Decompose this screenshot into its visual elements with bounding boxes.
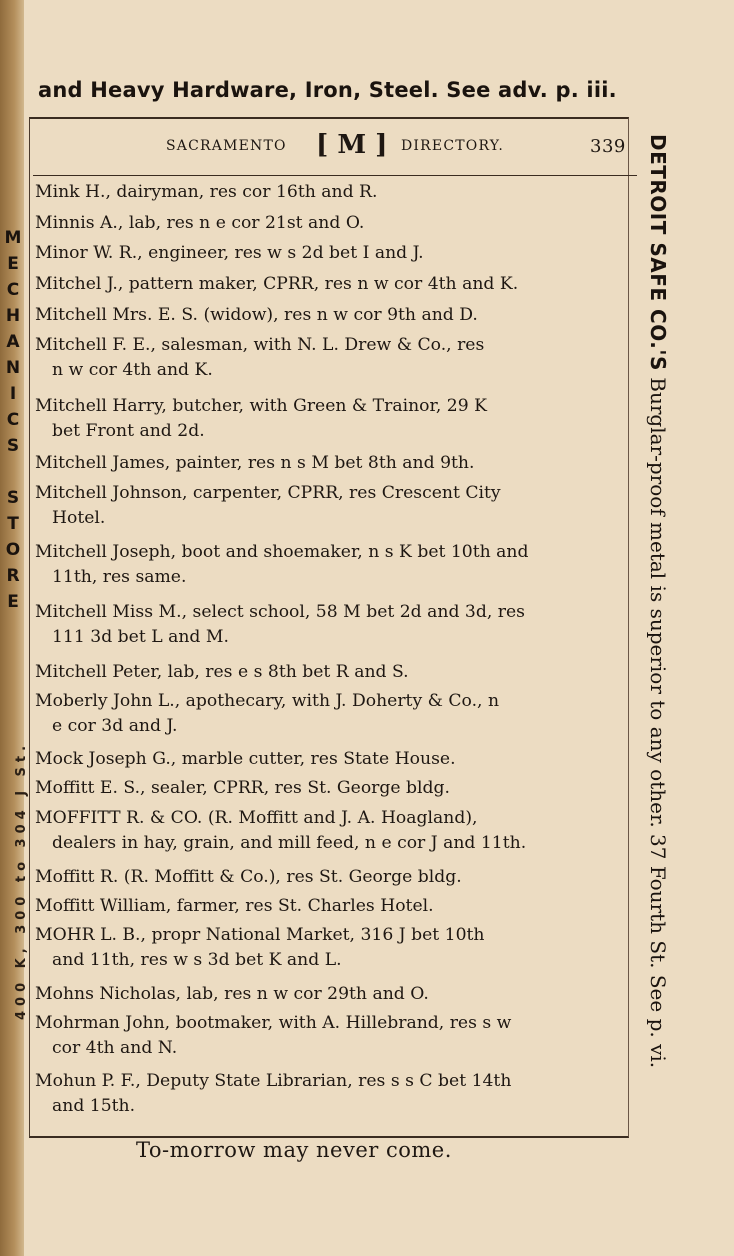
header-letter: [ M ] (316, 130, 388, 160)
entry-continuation: and 15th. (52, 1096, 136, 1116)
directory-entry (35, 540, 625, 590)
directory-entry (35, 865, 625, 890)
entry-line: Mitchell Miss M., select school, 58 M bet 2d and 3d, res (35, 602, 526, 622)
entry-continuation: Hotel. (52, 508, 106, 528)
entry-continuation: 111 3d bet L and M. (52, 627, 229, 647)
top-advert: and Heavy Hardware, Iron, Steel. See adv. p. iii. (38, 78, 617, 102)
left-advert-letter: N (5, 358, 21, 378)
page-number: 339 (590, 136, 626, 157)
left-advert-letter: I (9, 384, 17, 404)
directory-entry (35, 272, 625, 297)
left-margin-advert (2, 225, 24, 615)
entry-line: Moffitt William, farmer, res St. Charles Hotel. (35, 896, 434, 916)
entry-line: Minor W. R., engineer, res w s 2d bet I and J. (35, 243, 424, 263)
entry-line: Moberly John L., apothecary, with J. Doherty & Co., n (35, 691, 500, 711)
directory-entry (35, 303, 625, 328)
entry-continuation: dealers in hay, grain, and mill feed, n e cor J and 11th. (52, 833, 527, 853)
directory-entry (35, 333, 625, 383)
left-advert-letter: O (5, 540, 21, 560)
right-margin-advert (638, 134, 678, 1134)
header-title: DIRECTORY. (401, 138, 505, 154)
entry-continuation: e cor 3d and J. (52, 716, 178, 736)
entry-line: Mock Joseph G., marble cutter, res State House. (35, 749, 456, 769)
entry-line: Mohrman John, bootmaker, with A. Hillebrand, res s w (35, 1013, 512, 1033)
entry-continuation: bet Front and 2d. (52, 421, 205, 441)
entry-line: Mohun P. F., Deputy State Librarian, res s s C bet 14th (35, 1071, 512, 1091)
entry-continuation: n w cor 4th and K. (52, 360, 213, 380)
directory-entry (35, 806, 625, 856)
left-advert-letter: S (6, 436, 20, 456)
entry-continuation: cor 4th and N. (52, 1038, 178, 1058)
directory-entry (35, 211, 625, 236)
directory-entry (35, 747, 625, 772)
entry-line: Moffitt E. S., sealer, CPRR, res St. George bldg. (35, 778, 450, 798)
directory-entry (35, 451, 625, 476)
right-advert-text: Burglar-proof metal is superior to any other. 37 Fourth St. See p. vi. (646, 370, 670, 1069)
left-advert-letter: C (6, 280, 20, 300)
left-advert-letter: H (5, 306, 21, 326)
left-margin-advert-address: 400 K, 300 to 304 J St. (14, 740, 29, 1020)
left-advert-letter: C (6, 410, 20, 430)
entry-line: Mitchell Peter, lab, res e s 8th bet R and S. (35, 662, 409, 682)
header-city: SACRAMENTO (166, 138, 287, 154)
entry-line: MOFFITT R. & CO. (R. Moffitt and J. A. Hoagland), (35, 808, 478, 828)
entry-line: Mitchell Johnson, carpenter, CPRR, res Crescent City (35, 483, 501, 503)
entry-line: MOHR L. B., propr National Market, 316 J bet 10th (35, 925, 485, 945)
entry-line: Minnis A., lab, res n e cor 21st and O. (35, 213, 365, 233)
directory-entry (35, 923, 625, 973)
directory-entry (35, 689, 625, 739)
entry-line: Mitchell James, painter, res n s M bet 8th and 9th. (35, 453, 475, 473)
directory-entry (35, 776, 625, 801)
left-advert-letter: S (6, 488, 20, 508)
right-advert-company: DETROIT SAFE CO.'S (646, 134, 670, 371)
entry-line: Mohns Nicholas, lab, res n w cor 29th and O. (35, 984, 429, 1004)
entry-continuation: and 11th, res w s 3d bet K and L. (52, 950, 342, 970)
directory-entry (35, 481, 625, 531)
entry-line: Moffitt R. (R. Moffitt & Co.), res St. George bldg. (35, 867, 462, 887)
directory-entry (35, 660, 625, 685)
directory-entry (35, 1069, 625, 1119)
directory-entry (35, 180, 625, 205)
bottom-motto: To-morrow may never come. (136, 1138, 452, 1162)
directory-entry (35, 241, 625, 266)
running-header (33, 130, 628, 164)
directory-entry (35, 600, 625, 650)
left-advert-letter: R (6, 566, 20, 586)
directory-entry (35, 982, 625, 1007)
header-rule (33, 175, 637, 176)
left-advert-letter: T (7, 514, 19, 534)
entry-continuation: 11th, res same. (52, 567, 187, 587)
left-advert-letter (2, 459, 24, 485)
entry-line: Mitchell Joseph, boot and shoemaker, n s K bet 10th and (35, 542, 529, 562)
entry-line: Mitchell F. E., salesman, with N. L. Drew & Co., res (35, 335, 485, 355)
entry-line: Mink H., dairyman, res cor 16th and R. (35, 182, 378, 202)
left-advert-letter: A (6, 332, 20, 352)
directory-entry (35, 1011, 625, 1061)
directory-entry (35, 394, 625, 444)
entry-line: Mitchell Mrs. E. S. (widow), res n w cor 9th and D. (35, 305, 478, 325)
entry-line: Mitchel J., pattern maker, CPRR, res n w cor 4th and K. (35, 274, 519, 294)
left-advert-letter: E (7, 254, 19, 274)
book-spine (0, 0, 24, 1256)
left-advert-letter: E (7, 592, 19, 612)
directory-entry (35, 894, 625, 919)
entry-line: Mitchell Harry, butcher, with Green & Trainor, 29 K (35, 396, 487, 416)
left-advert-letter: M (4, 228, 22, 248)
